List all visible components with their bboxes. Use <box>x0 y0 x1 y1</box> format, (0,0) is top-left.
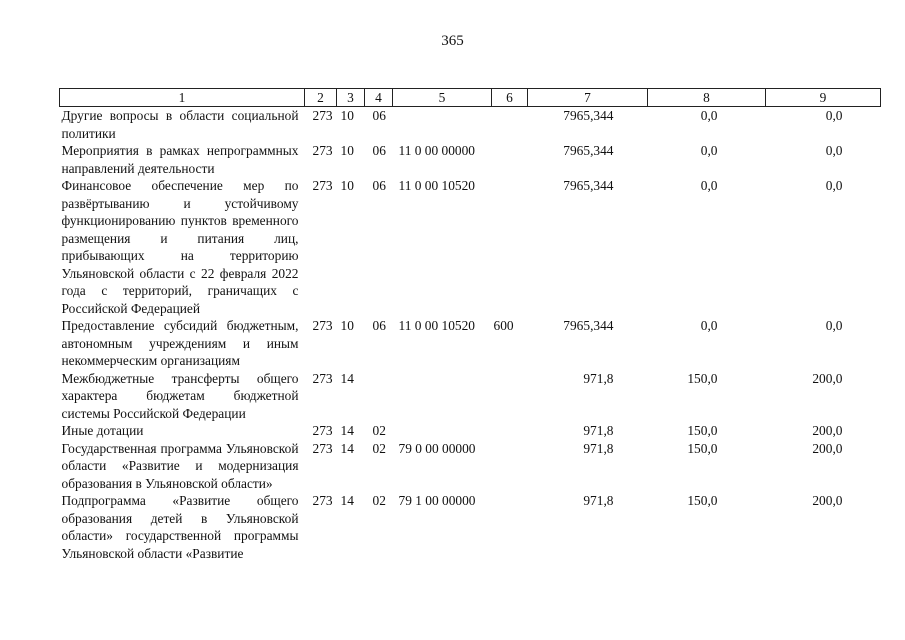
row-razdel: 10 <box>340 108 354 123</box>
row-value-9: 200,0 <box>812 493 843 508</box>
row-value-9: 200,0 <box>812 440 843 456</box>
row-value-9: 200,0 <box>812 423 843 438</box>
row-value-8: 0,0 <box>700 108 718 123</box>
row-name: Другие вопросы в области социальной политики <box>61 108 299 141</box>
row-value-9: 0,0 <box>825 143 843 158</box>
row-expense-type <box>492 422 528 440</box>
row-name: Государственная программа Ульяновской области «Развитие и модернизация образования в Ульяновской области» <box>61 440 299 491</box>
row-name: Финансовое обеспечение мер по развёртыванию и устойчивому функционированию пунктов временного размещения и питания лиц, прибывающих на территорию Ульяновской области с 22 февраля 2022 года с территорий, граничащих с Российской Федерацией <box>61 178 299 316</box>
row-value-7: 7965,344 <box>563 143 614 158</box>
table-row <box>60 142 881 177</box>
row-target-article <box>393 107 492 143</box>
row-expense-type <box>492 440 528 493</box>
row-value-7: 971,8 <box>583 493 614 508</box>
row-value-8: 150,0 <box>687 440 718 456</box>
row-grbs: 273 <box>312 318 333 333</box>
row-razdel: 10 <box>340 178 354 193</box>
row-target-article: 11 0 00 00000 <box>398 143 475 158</box>
row-value-9: 0,0 <box>825 318 843 333</box>
row-expense-type: 600 <box>493 318 514 333</box>
table-row <box>60 440 881 493</box>
row-target-article: 79 0 00 00000 <box>398 440 476 456</box>
row-grbs: 273 <box>312 370 333 386</box>
row-target-article <box>393 422 492 440</box>
col-header-2: 2 <box>305 89 337 107</box>
row-podrazdel: 06 <box>372 178 386 193</box>
row-expense-type <box>492 492 528 562</box>
row-expense-type <box>492 177 528 317</box>
row-target-article <box>393 370 492 423</box>
row-value-8: 150,0 <box>687 423 718 438</box>
header-row <box>60 89 881 107</box>
row-grbs: 273 <box>312 440 333 456</box>
row-value-7: 7965,344 <box>563 108 614 123</box>
row-value-8: 0,0 <box>700 178 718 193</box>
row-value-9: 200,0 <box>812 370 843 386</box>
row-value-7: 971,8 <box>583 370 614 386</box>
row-grbs: 273 <box>312 178 333 193</box>
table-row <box>60 177 881 317</box>
row-value-8: 150,0 <box>687 370 718 386</box>
row-value-9: 0,0 <box>825 108 843 123</box>
row-name: Мероприятия в рамках непрограммных направлений деятельности <box>61 143 299 176</box>
col-header-8: 8 <box>648 89 766 107</box>
table-row <box>60 317 881 370</box>
row-podrazdel: 06 <box>372 108 386 123</box>
row-value-9: 0,0 <box>825 178 843 193</box>
row-podrazdel <box>365 370 393 423</box>
page-number: 365 <box>441 33 464 49</box>
row-grbs: 273 <box>312 493 333 508</box>
row-razdel: 14 <box>340 423 354 438</box>
table-row <box>60 107 881 143</box>
row-target-article: 79 1 00 00000 <box>398 493 476 508</box>
col-header-5: 5 <box>393 89 492 107</box>
col-header-1: 1 <box>60 89 305 107</box>
col-header-6: 6 <box>492 89 528 107</box>
row-expense-type <box>492 142 528 177</box>
row-value-7: 971,8 <box>583 440 614 456</box>
row-grbs: 273 <box>312 423 333 438</box>
row-value-7: 7965,344 <box>563 178 614 193</box>
row-value-8: 150,0 <box>687 493 718 508</box>
row-razdel: 10 <box>340 318 354 333</box>
row-razdel: 10 <box>340 143 354 158</box>
row-name: Иные дотации <box>61 423 144 438</box>
row-target-article: 11 0 00 10520 <box>398 178 475 193</box>
row-value-8: 0,0 <box>700 143 718 158</box>
col-header-9: 9 <box>766 89 881 107</box>
row-expense-type <box>492 370 528 423</box>
row-podrazdel: 02 <box>372 440 386 456</box>
row-expense-type <box>492 107 528 143</box>
row-name: Предоставление субсидий бюджетным, автономным учреждениям и иным некоммерческим организациям <box>61 318 299 368</box>
row-value-7: 971,8 <box>583 423 614 438</box>
row-razdel: 14 <box>340 370 354 386</box>
row-razdel: 14 <box>340 440 354 456</box>
row-value-8: 0,0 <box>700 318 718 333</box>
row-podrazdel: 02 <box>372 423 386 438</box>
row-podrazdel: 06 <box>372 143 386 158</box>
row-razdel: 14 <box>340 493 354 508</box>
col-header-4: 4 <box>365 89 393 107</box>
row-grbs: 273 <box>312 108 333 123</box>
row-name: Межбюджетные трансферты общего характера бюджетам бюджетной системы Российской Федерации <box>61 370 299 421</box>
row-value-7: 7965,344 <box>563 318 614 333</box>
col-header-7: 7 <box>528 89 648 107</box>
table-row <box>60 422 881 440</box>
table-row <box>60 370 881 423</box>
col-header-3: 3 <box>337 89 365 107</box>
row-podrazdel: 06 <box>372 318 386 333</box>
row-target-article: 11 0 00 10520 <box>398 318 475 333</box>
row-name: Подпрограмма «Развитие общего образования детей в Ульяновской области» государственной программы Ульяновской области «Развитие <box>61 493 299 561</box>
row-podrazdel: 02 <box>372 493 386 508</box>
row-grbs: 273 <box>312 143 333 158</box>
budget-table <box>59 88 881 562</box>
table-row <box>60 492 881 562</box>
